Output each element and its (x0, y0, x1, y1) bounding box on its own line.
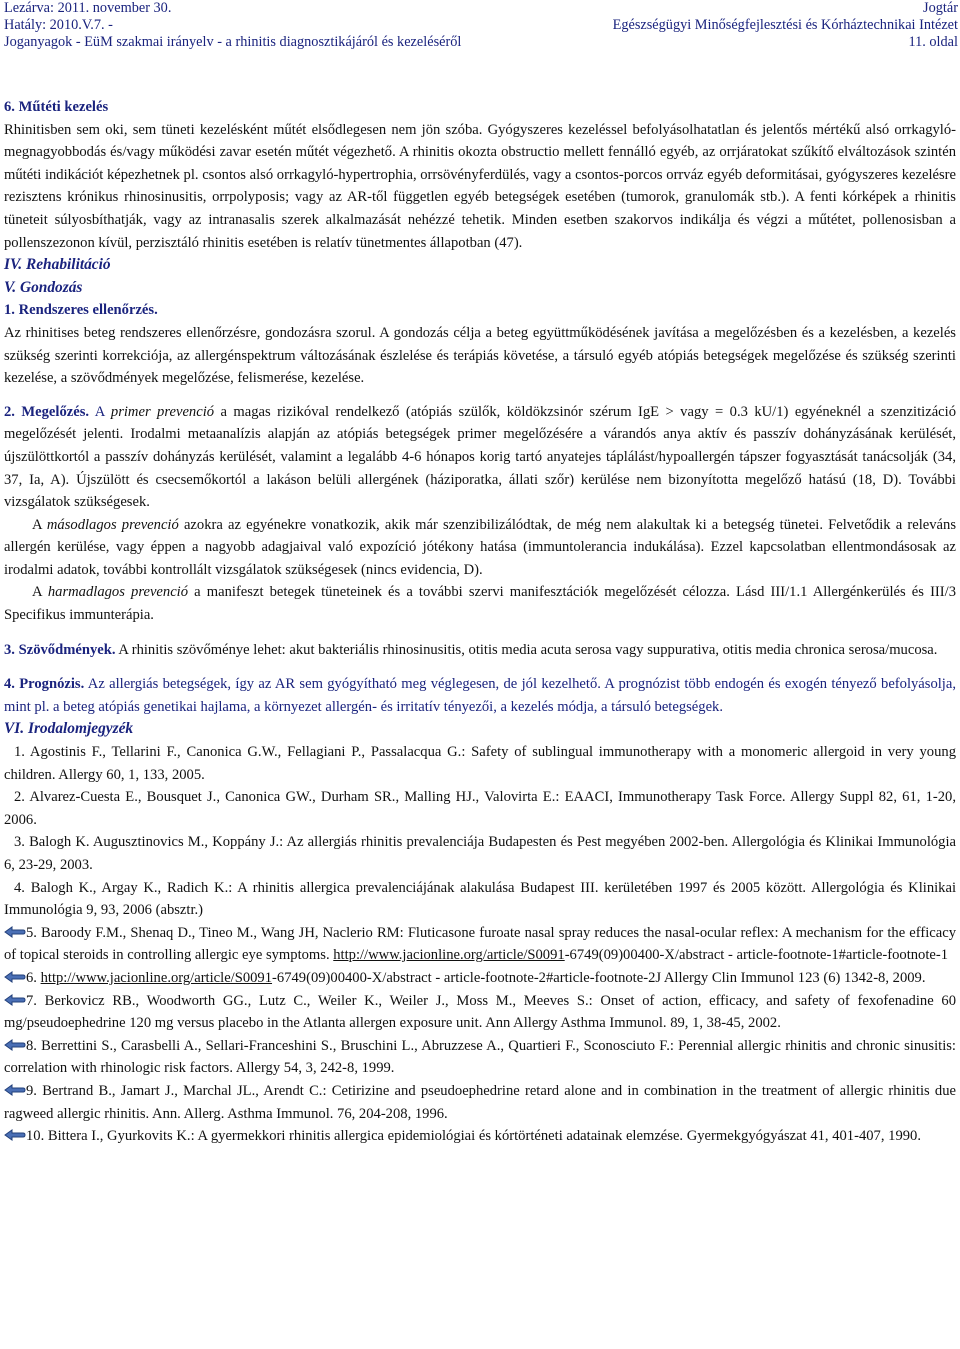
link-hand-icon[interactable] (4, 1127, 26, 1141)
header-source: Jogtár (923, 0, 958, 16)
reference-text: 1. Agostinis F., Tellarini F., Canonica G.W., Fellagiani P., Passalacqua G.: Safety of sublingual immunotherapy with a monomeric allergoid in very young children. Allergy 60, 1, 133, 2005. (4, 744, 956, 783)
reference-item (4, 1080, 956, 1125)
link-hand-icon[interactable] (4, 1082, 26, 1096)
section-surgical-title: 6. Műtéti kezelés (4, 99, 109, 115)
reference-item (4, 922, 956, 967)
prevention-text-1: a magas rizikóval rendelkező (atópiás szülők, köldökzsinór szérum IgE > vagy = 0.3 kU/1) egyéneknél a szenzitizáció megelőzését jelenti. Irodalmi metaanalízis alapján az atópiás betegségek primer megelőzésére a várandós anya aktív és passzív dohányzásának kerülését, újszülöttkortól a passzív dohányzás kerülését, valamint a legalább 4-6 hónapos korig tartó anyatejes táplálást/hypoallergén tápszer fogyasztását tanácsolják (34, 37, Ia, A). Újszülött és csecsemőkortól a lakáson belüli allergének (háziporatka, állati szőr) kerülése nem bizonyította megelőző hatású (18, D). További vizsgálatok szükségesek. (4, 403, 957, 511)
link-hand-icon[interactable] (4, 969, 26, 983)
prevention-text-3: a manifeszt betegek tüneteinek és a további szervi manifesztációk megelőzését célozza. Lásd III/1.1 Allergénkerülés és III/3 Specifikus immunterápia. (4, 584, 956, 624)
section-checkup-title: 1. Rendszeres ellenőrzés. (4, 302, 158, 319)
section-checkup-text: Az rhinitises beteg rendszeres ellenőrzésre, gondozásra szorul. A gondozás célja a beteg együttműködésének javítása a megelőzésben és a kezelésben, a kezelés szükség szerinti korrekciója, az allergénspektrum változásának észlelése és terápiás követése, a társuló egyéb atópiás betegségek megelőzése és szükség szerinti kezelése, a szövődmények megelőzése, felismerése, kezelése. (4, 324, 956, 387)
reference-link[interactable]: http://www.jacionline.org/article/S0091 (333, 947, 565, 964)
header-page-number: 11. oldal (908, 34, 958, 50)
term-primary-prevention: primer prevenció (110, 403, 215, 420)
reference-text: 10. Bittera I., Gyurkovits K.: A gyermekkori rhinitis allergica epidemiológiai és kórtörténeti adatainak elemzése. Gyermekgyógyászat 41, 401-407, 1990. (26, 1128, 921, 1145)
section-complications-title: 3. Szövődmények. (4, 641, 116, 658)
prevention-pre2: A (32, 516, 47, 533)
section-prognosis-title: 4. Prognózis. (4, 676, 85, 693)
reference-text: 7. Berkovicz RB., Woodworth GG., Lutz C., Weiler K., Weiler J., Moss M., Meeves S.: Onset of action, efficacy, and safety of fexofenadine 60 mg/pseudoephedrine 120 mg versus placebo in the Atlanta allergen exposure unit. Ann Allergy Asthma Immunol. 89, 1, 38-45, 2002. (4, 992, 956, 1032)
term-tertiary-prevention: harmadlagos prevenció (47, 584, 189, 601)
section-complications (4, 639, 956, 662)
link-hand-icon[interactable] (4, 992, 26, 1006)
reference-number: 6. (26, 969, 41, 986)
prevention-pre3: A (32, 584, 48, 601)
header-row-1 (4, 0, 958, 17)
reference-item (4, 741, 956, 786)
header-institute: Egészségügyi Minőségfejlesztési és Kórháztechnikai Intézet (612, 17, 958, 33)
term-secondary-prevention: másodlagos prevenció (46, 516, 179, 533)
section-prognosis-text: Az allergiás betegségek, így az AR sem gyógyítható meg véglegesen, de jól kezelhető. A prognózist több endogén és exogén tényező befolyásolja, mint pl. a beteg atópiás genetikai hajlama, a környezet allergén- és irritatív tényezői, a kezelés módja, a társuló betegségek. (4, 676, 956, 715)
reference-text: 5. Baroody F.M., Shenaq D., Tineo M., Wang JH, Naclerio RM: Fluticasone furoate nasal spray reduces the nasal-ocular reflex: A mechanism for the efficacy of topical steroids in controlling allergic eye symptoms. (4, 924, 956, 964)
header-closed-date: Lezárva: 2011. november 30. (4, 0, 172, 16)
reference-text: 9. Bertrand B., Jamart J., Marchal JL., Arendt C.: Cetirizine and pseudoephedrine retard alone and in combination in the treatment of allergic rhinitis due ragweed allergic rhinitis. Ann. Allerg. Asthma Immunol. 76, 204-208, 1996. (4, 1082, 956, 1122)
section-prevention-para2 (4, 514, 956, 582)
section-prevention-para3 (4, 581, 956, 626)
section-prevention-para1 (4, 401, 956, 514)
prevention-text-2: azokra az egyénekre vonatkozik, akik már szenzibilizálódtak, de még nem alakultak ki a betegség tünetei. Felvetődik a releváns allergén kerülése, vagy éppen a nagyobb adagjaival való expozíció jótékony hatása (immuntolerancia indukálása). Ezzel kapcsolatban ellentmondásosak az irodalmi adatok, további kontrollált vizsgálatok szükségesek (nincs evidencia, D). (4, 516, 956, 578)
reference-link[interactable]: http://www.jacionline.org/article/S0091 (40, 969, 273, 986)
reference-item (4, 967, 956, 990)
heading-references: VI. Irodalomjegyzék (4, 720, 134, 738)
reference-text: 2. Alvarez-Cuesta E., Bousquet J., Canonica GW., Durham SR., Malling HJ., Valovirta E.: EAACI, Immunotherapy Task Force. Allergy Suppl 82, 61, 1-20, 2006. (4, 789, 956, 828)
reference-text: 3. Balogh K. Augusztinovics M., Koppány J.: Az allergiás rhinitis prevalenciája Budapesten és Pest megyében 2002-ben. Allergológia és Klinikai Immunológia 6, 23-29, 2003. (4, 834, 956, 873)
prevention-pre1: A (89, 403, 111, 420)
section-complications-text: A rhinitis szövőménye lehet: akut bakteriális rhinosinusitis, otitis media acuta serosa vagy suppurativa, otitis media chronica serosa/mucosa. (115, 641, 938, 658)
reference-item (4, 786, 956, 831)
section-prevention-title: 2. Megelőzés. (4, 403, 90, 420)
reference-item (4, 990, 956, 1035)
reference-text: 8. Berrettini S., Carasbelli A., Sellari-Franceshini S., Bruschini L., Abruzzese A., Quartieri F., Sconosciuto F.: Perennial allergic rhinitis and chronic sinusitis: correlation with rhinologic risk factors. Allergy 54, 3, 242-8, 1999. (4, 1037, 956, 1077)
header-doc-title: Joganyagok - EüM szakmai irányelv - a rhinitis diagnosztikájáról és kezeléséről (4, 34, 462, 50)
link-hand-icon[interactable] (4, 1037, 26, 1051)
heading-care: V. Gondozás (4, 278, 83, 296)
reference-item (4, 877, 956, 922)
page-header (4, 0, 958, 51)
header-row-2 (4, 17, 958, 34)
reference-text-cont: -6749(09)00400-X/abstract - article-footnote-2#article-footnote-2J Allergy Clin Immunol 123 (6) 1342-8, 2009. (272, 969, 926, 986)
reference-text: 4. Balogh K., Argay K., Radich K.: A rhinitis allergica prevalenciájának alakulása Budapest III. kerületében 1997 és 2005 között. Allergológia és Klinikai Immunológia 9, 93, 2006 (absztr.) (4, 879, 956, 919)
reference-item (4, 1125, 956, 1148)
header-effective: Hatály: 2010.V.7. - (4, 17, 113, 33)
header-row-3 (4, 34, 958, 51)
section-surgical-text: Rhinitisben sem oki, sem tüneti kezelésként műtét elsődlegesen nem jön szóba. Gyógyszeres kezeléssel befolyásolhatatlan és jelentős mértékű alsó orrkagyló-megnagyobbodás és/vagy működési zavar esetén műtét végezhető. A rhinitis okozta obstructio mellett fennálló egyéb, az orrjáratokat szűkítő elváltozások szintén műtéti indikációt képezhetnek pl. csontos alsó orrkagyló-hypertrophia, orrsövényferdülés, vagy a csontos-porcos orrváz egyéb deformitásai, gyógyszeres kezelésre rezisztens krónikus rhinosinusitis, orrpolyposis; vagy az AR-től független egyéb betegségek esetében (tumorok, granulomák stb.). A fenti kórképek a rhinitis tüneteit súlyosbíthatják, vagy az intranasalis szerek alkalmazását nehézzé tehetik. Minden esetben szakorvos indikálja és végzi a műtétet, pollenosisban a pollenszezonon kívül, perzisztáló rhinitis esetében is relatív tünetmentes állapotban (47). (4, 121, 956, 251)
document-body (4, 96, 956, 1148)
heading-rehabilitation: IV. Rehabilitáció (4, 256, 111, 274)
reference-text-cont: -6749(09)00400-X/abstract - article-footnote-1#article-footnote-1 (564, 947, 949, 964)
section-prognosis (4, 673, 956, 718)
link-hand-icon[interactable] (4, 924, 26, 938)
reference-item (4, 1035, 956, 1080)
reference-item (4, 831, 956, 876)
